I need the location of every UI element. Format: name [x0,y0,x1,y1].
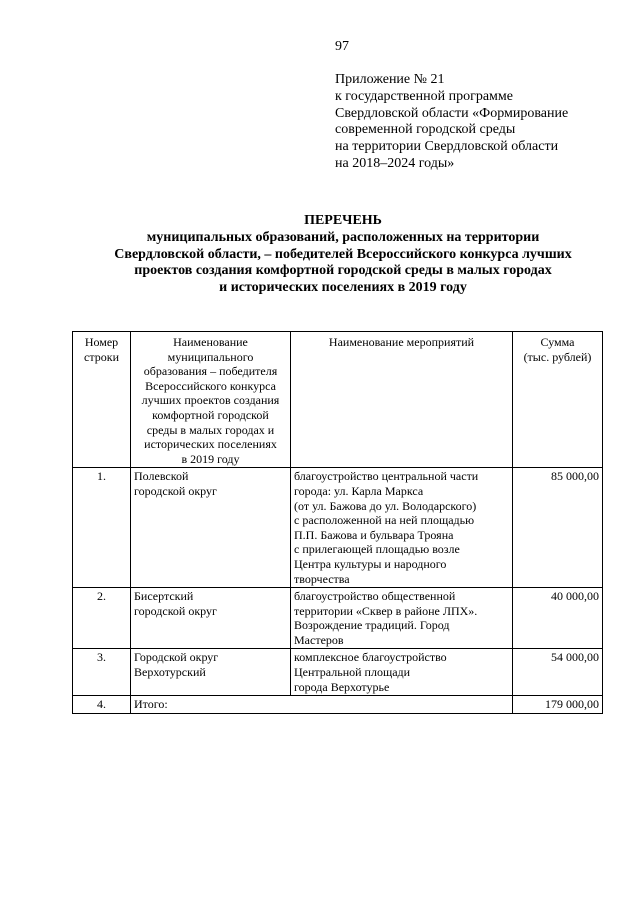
document-title [60,213,626,297]
table-row [73,588,603,649]
title-line: и исторических поселениях в 2019 году [219,280,467,296]
header-number: Номер строки [73,332,131,468]
row-sum: 85 000,00 [513,468,603,588]
title-line: муниципальных образований, расположенных на территории [146,229,540,245]
header-events: Наименование мероприятий [291,332,513,468]
row-number: 2. [73,588,131,649]
total-label: Итого: [131,696,513,714]
table-header-row [73,332,603,468]
appendix-line: к государственной программе [335,88,513,104]
row-events: благоустройство общественной территории «Сквер в районе ЛПХ». Возрождение традиций. Город Мастеров [291,588,513,649]
row-events: благоустройство центральной части города: ул. Карла Маркса (от ул. Бажова до ул. Володарского) с расположенной на ней площадью П.П. Бажова и бульвара Трояна с прилегающей площадью возле Центра культуры и народного творчества [291,468,513,588]
appendix-line: Свердловской области «Формирование [335,105,569,121]
row-sum: 40 000,00 [513,588,603,649]
table-total-row [73,696,603,714]
row-number: 1. [73,468,131,588]
row-municipality: Бисертский городской округ [131,588,291,649]
appendix-line: современной городской среды [335,122,516,138]
title-line: Свердловской области, – победителей Всероссийского конкурса лучших [114,246,572,262]
title-line: проектов создания комфортной городской среды в малых городах [134,263,552,279]
page-number: 97 [335,39,349,54]
municipalities-table [72,331,603,714]
header-name: Наименование муниципального образования – победителя Всероссийского конкурса лучших проектов создания комфортной городской среды в малых городах и исторических поселениях в 2019 году [131,332,291,468]
table-row [73,649,603,696]
total-number: 4. [73,696,131,714]
appendix-line: Приложение № 21 [335,72,445,87]
title-heading: ПЕРЕЧЕНЬ [304,213,382,228]
row-number: 3. [73,649,131,696]
row-municipality: Полевской городской округ [131,468,291,588]
row-events: комплексное благоустройство Центральной площади города Верхотурье [291,649,513,696]
appendix-line: на 2018–2024 годы» [335,155,455,171]
table-row [73,468,603,588]
row-municipality: Городской округ Верхотурский [131,649,291,696]
appendix-line: на территории Свердловской области [335,139,559,155]
total-sum: 179 000,00 [513,696,603,714]
header-sum: Сумма (тыс. рублей) [513,332,603,468]
row-sum: 54 000,00 [513,649,603,696]
appendix-block [335,72,625,173]
